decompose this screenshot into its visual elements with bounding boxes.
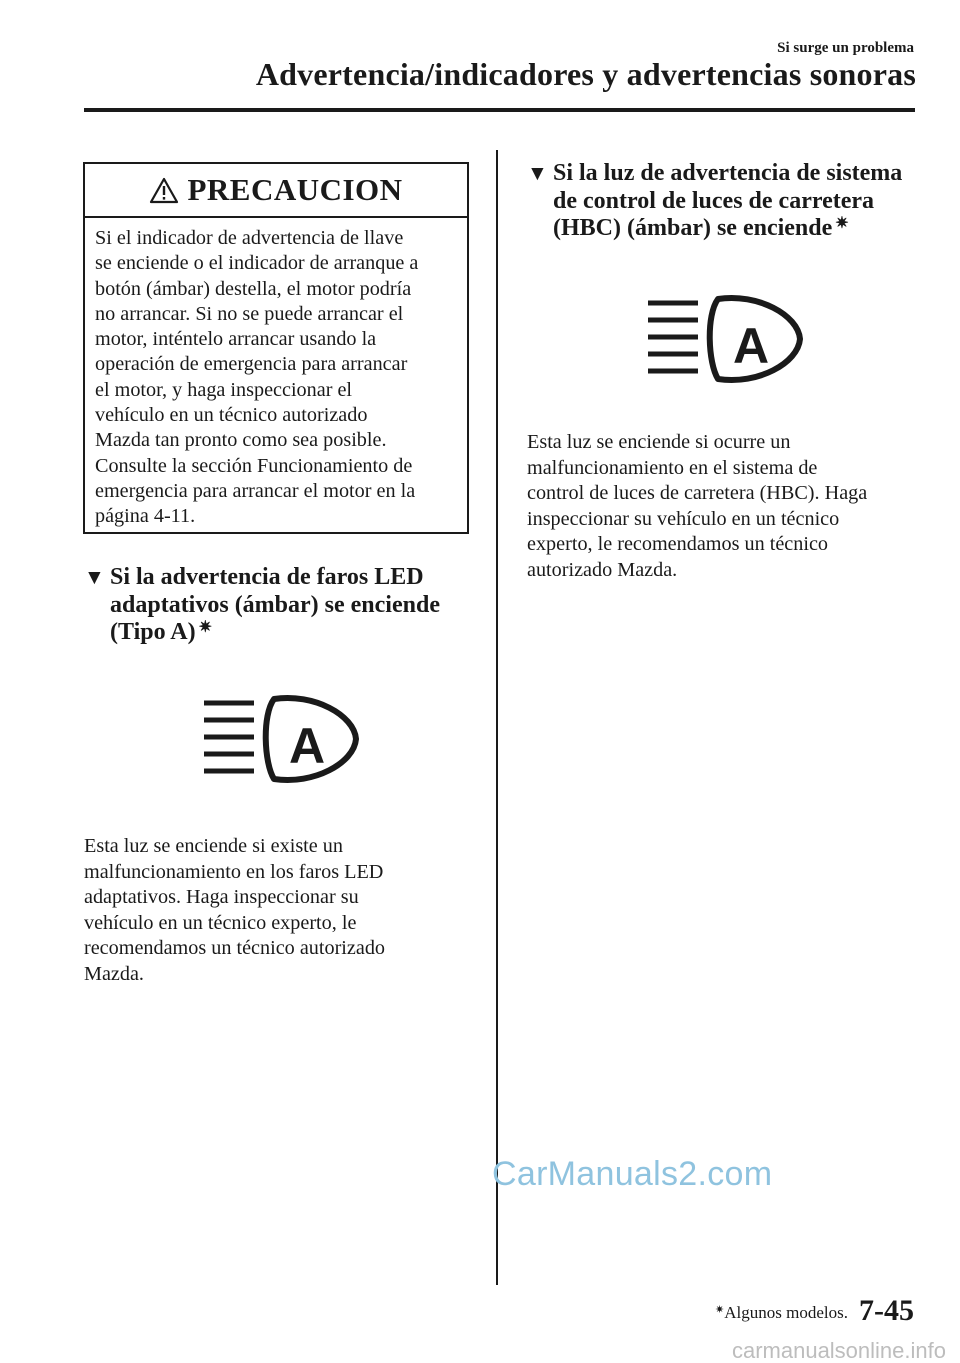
section-name: Si surge un problema	[777, 40, 914, 56]
heading-line: (Tipo A)	[110, 619, 196, 645]
section-body-hbc	[527, 430, 927, 584]
body-line: recomendamos un técnico autorizado	[84, 937, 386, 960]
heading-line: (HBC) (ámbar) se enciende	[553, 215, 833, 241]
section-marker: ▼	[527, 161, 548, 185]
site-footer-link[interactable]: carmanualsonline.info	[0, 1338, 960, 1363]
heading-line: Si la advertencia de faros LED	[110, 564, 424, 590]
header-rule	[84, 108, 915, 112]
caution-line: Si el indicador de advertencia de llave	[95, 227, 404, 249]
body-line: vehículo en un técnico experto, le	[84, 911, 357, 934]
heading-line: Si la luz de advertencia de sistema	[553, 160, 903, 186]
body-line: autorizado Mazda.	[527, 558, 678, 581]
asterisk-icon: ✷	[198, 619, 212, 636]
body-line: control de luces de carretera (HBC). Haga	[527, 482, 868, 505]
caution-text	[85, 218, 467, 530]
adaptive-headlight-a-icon	[202, 693, 360, 785]
section-heading-text	[553, 160, 902, 243]
caution-line: botón (ámbar) destella, el motor podría	[95, 277, 412, 300]
section-heading-hbc	[527, 160, 927, 243]
section-body-led	[84, 834, 484, 988]
caution-line: página 4-11.	[95, 505, 196, 528]
body-line: malfuncionamiento en los faros LED	[84, 860, 384, 883]
page-title: Advertencia/indicadores y advertencias sonoras	[255, 56, 916, 92]
caution-header	[85, 164, 467, 218]
caution-title: PRECAUCION	[187, 172, 403, 207]
caution-line: el motor, y haga inspeccionar el	[95, 378, 353, 401]
section-heading-led	[84, 564, 484, 647]
caution-line: vehículo en un técnico autorizado	[95, 404, 368, 427]
body-line: malfuncionamiento en el sistema de	[527, 456, 818, 479]
caution-line: motor, inténtelo arrancar usando la	[95, 328, 377, 351]
footnote-text: Algunos modelos.	[724, 1303, 848, 1322]
body-line: inspeccionar su vehículo en un técnico	[527, 507, 840, 530]
page-number: 7-45	[859, 1294, 914, 1327]
high-beam-control-a-icon	[646, 293, 804, 385]
caution-line: Consulte la sección Funcionamiento de	[95, 454, 413, 477]
caution-line: Mazda tan pronto como sea posible.	[95, 429, 387, 452]
caution-line: emergencia para arrancar el motor en la	[95, 479, 416, 502]
body-line: experto, le recomendamos un técnico	[527, 533, 829, 556]
column-divider	[496, 150, 498, 1285]
footnote	[715, 1303, 848, 1323]
heading-line: de control de luces de carretera	[553, 187, 875, 214]
caution-line: operación de emergencia para arrancar	[95, 353, 408, 376]
caution-box	[83, 162, 469, 534]
body-line: adaptativos. Haga inspeccionar su	[84, 886, 359, 909]
warning-triangle-icon	[149, 177, 179, 204]
icon-letter: A	[732, 318, 770, 374]
watermark-link[interactable]: CarManuals2.com	[492, 1155, 773, 1193]
heading-line: adaptativos (ámbar) se enciende	[110, 591, 440, 618]
body-line: Mazda.	[84, 962, 144, 985]
section-marker: ▼	[84, 565, 105, 589]
section-heading-text	[110, 564, 440, 647]
body-line: Esta luz se enciende si ocurre un	[527, 431, 791, 453]
icon-letter: A	[288, 718, 326, 774]
caution-line: no arrancar. Si no se puede arrancar el	[95, 302, 404, 325]
caution-line: se enciende o el indicador de arranque a	[95, 252, 419, 275]
asterisk-icon: ✷	[835, 215, 849, 232]
asterisk-icon: ✷	[715, 1304, 725, 1316]
body-line: Esta luz se enciende si existe un	[84, 835, 343, 857]
